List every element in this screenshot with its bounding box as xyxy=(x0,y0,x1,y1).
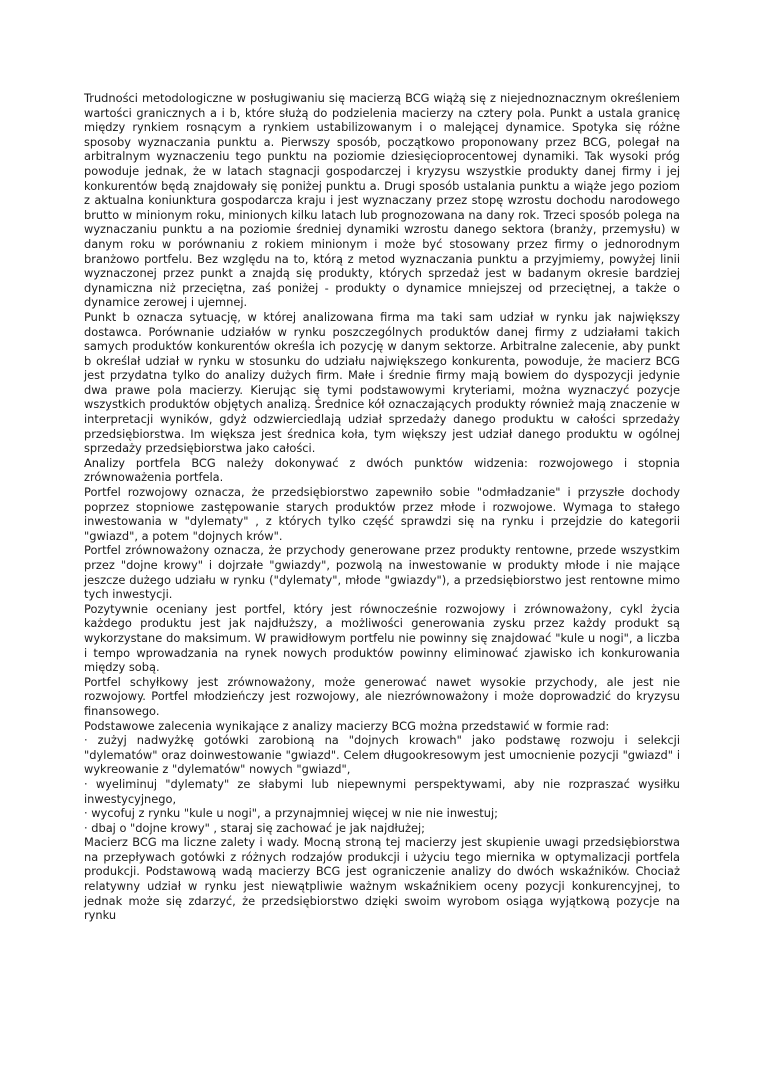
list-item: · wyeliminuj "dylematy" ze słabymi lub niepewnymi perspektywami, aby nie rozpraszać wysiłku inwestycyjnego, xyxy=(84,776,680,806)
paragraph-developing-portfolio: Portfel rozwojowy oznacza, że przedsiębiorstwo zapewniło sobie "odmładzanie" i przyszłe dochody poprzez stopniowe zastępowanie starych produktów przez młode i rozwojowe. Wymaga to stałego inwestowania w "dylematy" , z których tylko część sprawdzi się na rynku i przejdzie do kategorii "gwiazd", a potem "dojnych krów". xyxy=(84,485,680,543)
document-page xyxy=(84,91,680,923)
paragraph-point-b: Punkt b oznacza sytuację, w której analizowana firma ma taki sam udział w rynku jak największy dostawca. Porównanie udziałów w rynku poszczególnych produktów danej firmy z udziałami takich samych produktów konkurentów określa ich pozycję w danym sektorze. Arbitralne zalecenie, aby punkt b określał udział w rynku w stosunku do udziału największego konkurenta, powoduje, że macierz BCG jest przydatna tylko do analizy dużych firm. Małe i średnie firmy mają bowiem do dyspozycji jedynie dwa prawe pola macierzy. Kierując się tymi podstawowymi kryteriami, można wyznaczyć pozycje wszystkich produktów objętych analizą. Średnice kół oznaczających produkty również mają znaczenie w interpretacji wyników, gdyż odzwierciedlają udział sprzedaży danego produktu w całości sprzedaży przedsiębiorstwa. Im większa jest średnica koła, tym większy jest udział danego produktu w ogólnej sprzedaży przedsiębiorstwa jako całości. xyxy=(84,309,680,456)
paragraph-pros-cons: Macierz BCG ma liczne zalety i wady. Mocną stroną tej macierzy jest skupienie uwagi przedsiębiorstwa na przepływach gotówki z różnych rodzajów produkcji i użyciu tego miernika w optymalizacji portfela produkcji. Podstawową wadą macierzy BCG jest ograniczenie analizy do dwóch wskaźników. Chociaż relatywny udział w rynku jest niewątpliwie ważnym wskaźnikiem oceny pozycji konkurencyjnej, to jednak może się zdarzyć, że przedsiębiorstwo dzięki swoim wyrobom osiąga wyjątkową pozycje na rynku xyxy=(84,835,680,923)
list-item: · zużyj nadwyżkę gotówki zarobioną na "dojnych krowach" jako podstawę rozwoju i selekcji "dylematów" oraz doinwestowanie "gwiazd". Celem długookresowym jest umocnienie pozycji "gwiazd" i wykreowanie z "dylematów" nowych "gwiazd", xyxy=(84,733,680,777)
paragraph-balanced-portfolio: Portfel zrównoważony oznacza, że przychody generowane przez produkty rentowne, przede wszystkim przez "dojne krowy" i dojrzałe "gwiazdy", pozwolą na inwestowanie w produkty młode i nie mające jeszcze dużego udziału w rynku ("dylematy", młode "gwiazdy"), a przedsiębiorstwo jest rentowne mimo tych inwestycji. xyxy=(84,543,680,602)
paragraph-boundary-points: Trudności metodologiczne w posługiwaniu się macierzą BCG wiążą się z niejednoznacznym określeniem wartości granicznych a i b, które służą do podzielenia macierzy na cztery pola. Punkt a ustala granicę między rynkiem rosnącym a rynkiem ustabilizowanym i o malejącej dynamice. Spotyka się różne sposoby wyznaczania punktu a. Pierwszy sposób, początkowo proponowany przez BCG, polegał na arbitralnym wyznaczeniu tego punktu na poziomie dziesięcioprocentowej dynamiki. Tak wysoki próg powoduje jednak, że w latach stagnacji gospodarczej i kryzysu wszystkie produkty danej firmy i jej konkurentów będą znajdowały się poniżej punktu a. Drugi sposób ustalania punktu a wiąże jego poziom z aktualna koniunktura gospodarcza kraju i jest wyznaczany przez stopę wzrostu dochodu narodowego brutto w minionym roku, minionych kilku latach lub prognozowana na dany rok. Trzeci sposób polega na wyznaczaniu punktu a na poziomie średniej dynamiki wzrostu danego sektora (branży, przemysłu) w danym roku w porównaniu z rokiem minionym i może być stosowany przez firmy o jednorodnym branżowo portfelu. Bez względu na to, którą z metod wyznaczania punktu a przyjmiemy, powyżej linii wyznaczonej przez punkt a znajdą się produkty, których sprzedaż jest w badanym okresie bardziej dynamiczna niż przeciętna, zaś poniżej - produkty o dynamice mniejszej od przeciętnej, a także o dynamice zerowej i ujemnej. xyxy=(84,91,680,310)
paragraph-declining-portfolio: Portfel schyłkowy jest zrównoważony, może generować nawet wysokie przychody, ale jest nie rozwojowy. Portfel młodzieńczy jest rozwojowy, ale niezrównoważony i może doprowadzić do kryzysu finansowego. xyxy=(84,674,680,718)
paragraph-portfolio-analysis: Analizy portfela BCG należy dokonywać z dwóch punktów widzenia: rozwojowego i stopnia zrównoważenia portfela. xyxy=(84,455,680,485)
list-item: · wycofuj z rynku "kule u nogi", a przynajmniej więcej w nie nie inwestuj; xyxy=(84,806,498,821)
paragraph-recommendations-intro: Podstawowe zalecenia wynikające z analizy macierzy BCG można przedstawić w formie rad: xyxy=(84,718,610,733)
list-item: · dbaj o "dojne krowy" , staraj się zachować je jak najdłużej; xyxy=(84,820,426,835)
paragraph-positive-portfolio: Pozytywnie oceniany jest portfel, który jest równocześnie rozwojowy i zrównoważony, cykl życia każdego produktu jest jak najdłuższy, a możliwości generowania zysku przez każdy produkt są wykorzystane do maksimum. W prawidłowym portfelu nie powinny się znajdować "kule u nogi", a liczba i tempo wprowadzania na rynek nowych produktów powinny eliminować zjawisko ich konkurowania między sobą. xyxy=(84,601,680,675)
